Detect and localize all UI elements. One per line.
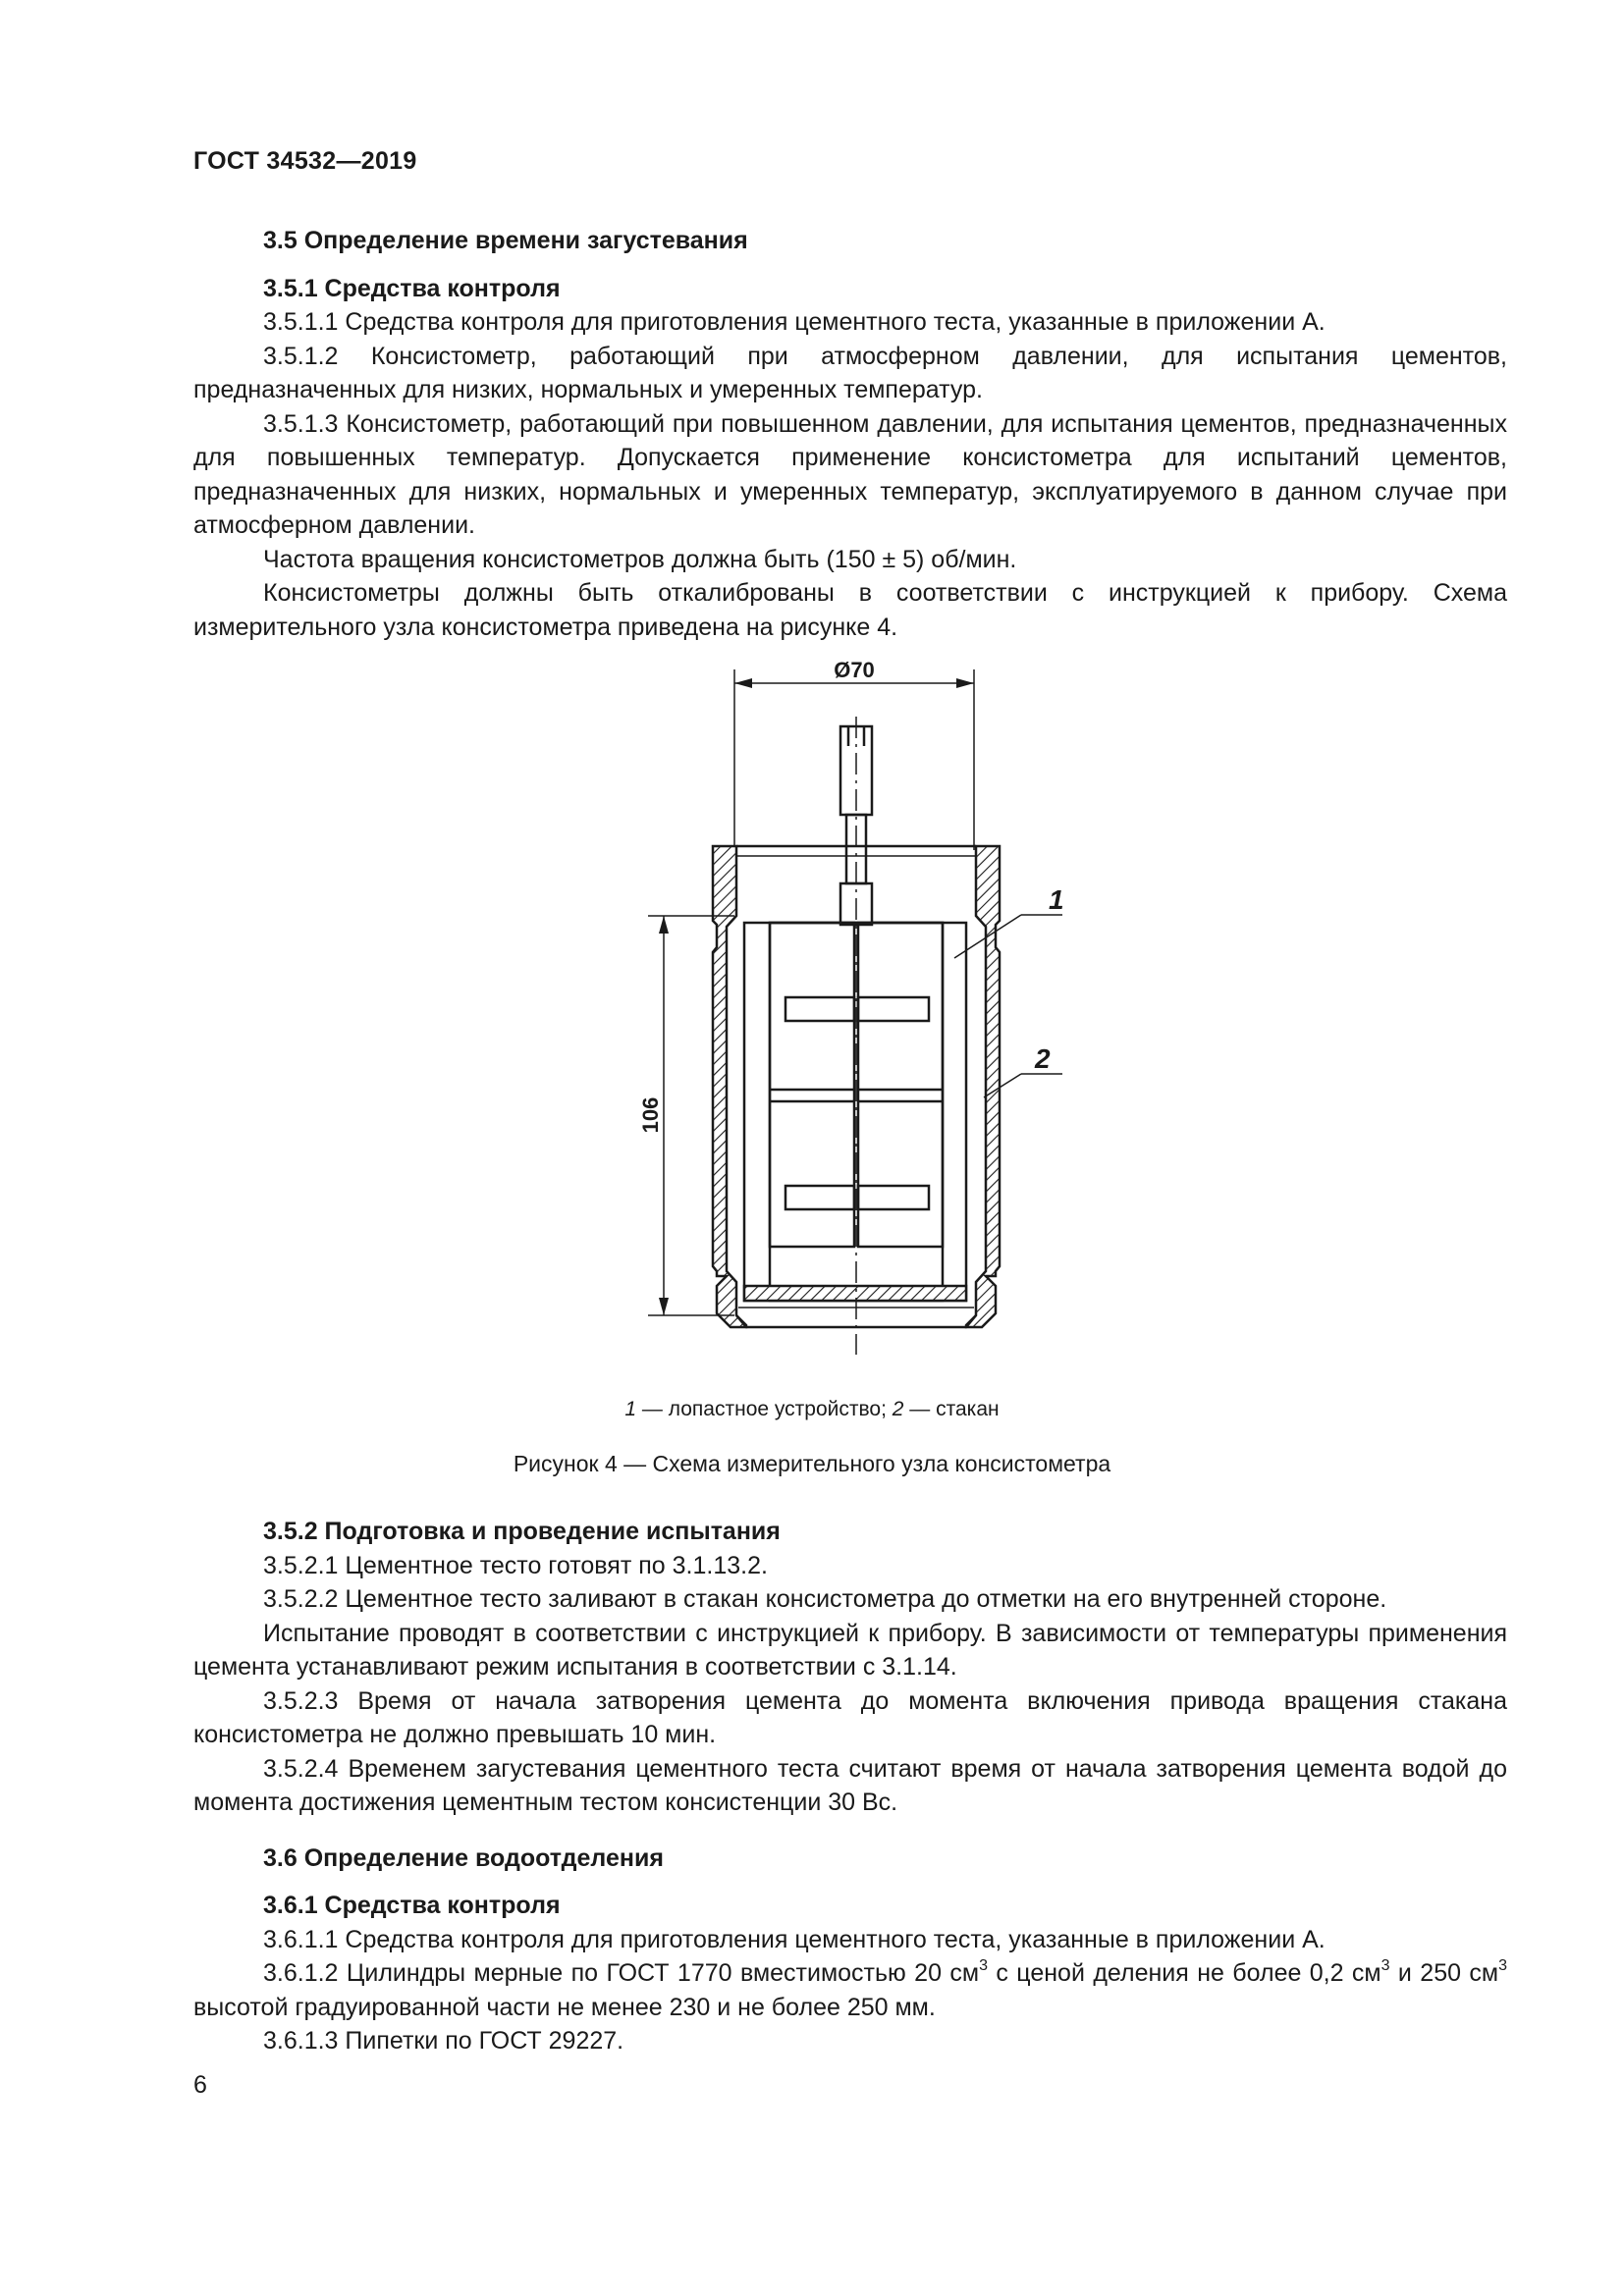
- paragraph: 3.5.1.3 Консистометр, работающий при повышенном давлении, для испытания цементов, предназначенных для повышенных температур. Допускается применение консистометра для испытаний цементов, предназначенных для низких, нормальных и умеренных температур, эксплуатируемого в данном случае при атмосферном давлении.: [193, 409, 1507, 539]
- cup-wall-right: [966, 846, 1000, 1327]
- legend-text-1: — лопастное устройство;: [636, 1398, 893, 1420]
- text-run: и 250 см: [1389, 1959, 1499, 1987]
- paragraph: 3.6.1.3 Пипетки по ГОСТ 29227.: [263, 2027, 624, 2055]
- paragraph: Частота вращения консистометров должна быть (150 ± 5) об/мин.: [263, 545, 1017, 573]
- callout-2: 2: [1035, 1043, 1051, 1074]
- callout-1: 1: [1049, 884, 1064, 915]
- legend-text-2: — стакан: [903, 1398, 1000, 1420]
- legend-number-1: 1: [624, 1398, 637, 1420]
- paragraph: 3.5.1.2 Консистометр, работающий при атмосферном давлении, для испытания цементов, предназначенных для низких, нормальных и умеренных температур.: [193, 342, 1507, 403]
- figure-caption: Рисунок 4 — Схема измерительного узла консистометра: [513, 1451, 1111, 1476]
- text-run: с ценой деления не более 0,2 см: [988, 1959, 1381, 1987]
- diameter-label: Ø70: [834, 658, 875, 682]
- text-run: 3.6.1.2 Цилиндры мерные по ГОСТ 1770 вместимостью 20 см: [263, 1959, 980, 1987]
- superscript: 3: [1498, 1956, 1508, 1974]
- height-label: 106: [638, 1096, 663, 1134]
- subsection-heading: 3.5.2 Подготовка и проведение испытания: [263, 1518, 781, 1545]
- subsection-heading: 3.5.1 Средства контроля: [263, 274, 561, 302]
- superscript: 3: [979, 1956, 988, 1974]
- paragraph: 3.5.1.1 Средства контроля для приготовления цементного теста, указанные в приложении А.: [263, 308, 1326, 336]
- page-number: 6: [193, 2071, 207, 2099]
- cup-wall-left: [713, 846, 746, 1327]
- figure-legend: [0, 1398, 1624, 1421]
- document-code: ГОСТ 34532—2019: [193, 147, 417, 175]
- subsection-heading: 3.6.1 Средства контроля: [263, 1892, 561, 1919]
- paragraph: Испытание проводят в соответствии с инструкцией к прибору. В зависимости от температуры применения цемента устанавливают режим испытания в соответствии с 3.1.14.: [193, 1619, 1507, 1681]
- paragraph: 3.5.2.1 Цементное тесто готовят по 3.1.13.2.: [263, 1551, 768, 1579]
- text-run: высотой градуированной части не менее 230 и не более 250 мм.: [193, 1993, 936, 2021]
- paragraph: 3.6.1.1 Средства контроля для приготовления цементного теста, указанные в приложении А.: [263, 1925, 1326, 1953]
- paragraph: 3.5.2.2 Цементное тесто заливают в стакан консистометра до отметки на его внутренней стороне.: [263, 1585, 1387, 1613]
- paragraph: Консистометры должны быть откалиброваны в соответствии с инструкцией к прибору. Схема измерительного узла консистометра приведена на рисунке 4.: [193, 579, 1507, 641]
- section-heading: 3.5 Определение времени загустевания: [263, 227, 748, 254]
- section-3-5-2: [193, 1515, 1507, 2058]
- paragraph: 3.5.2.4 Временем загустевания цементного теста считают время от начала затворения цемента водой до момента достижения цементным тестом консистенции 30 Вс.: [193, 1754, 1507, 1816]
- paragraph-with-superscripts: [193, 1956, 1507, 2024]
- superscript: 3: [1380, 1956, 1390, 1974]
- section-heading: 3.6 Определение водоотделения: [263, 1843, 664, 1872]
- paragraph: 3.5.2.3 Время от начала затворения цемента до момента включения привода вращения стакана консистометра не должно превышать 10 мин.: [193, 1686, 1507, 1748]
- legend-number-2: 2: [892, 1398, 904, 1420]
